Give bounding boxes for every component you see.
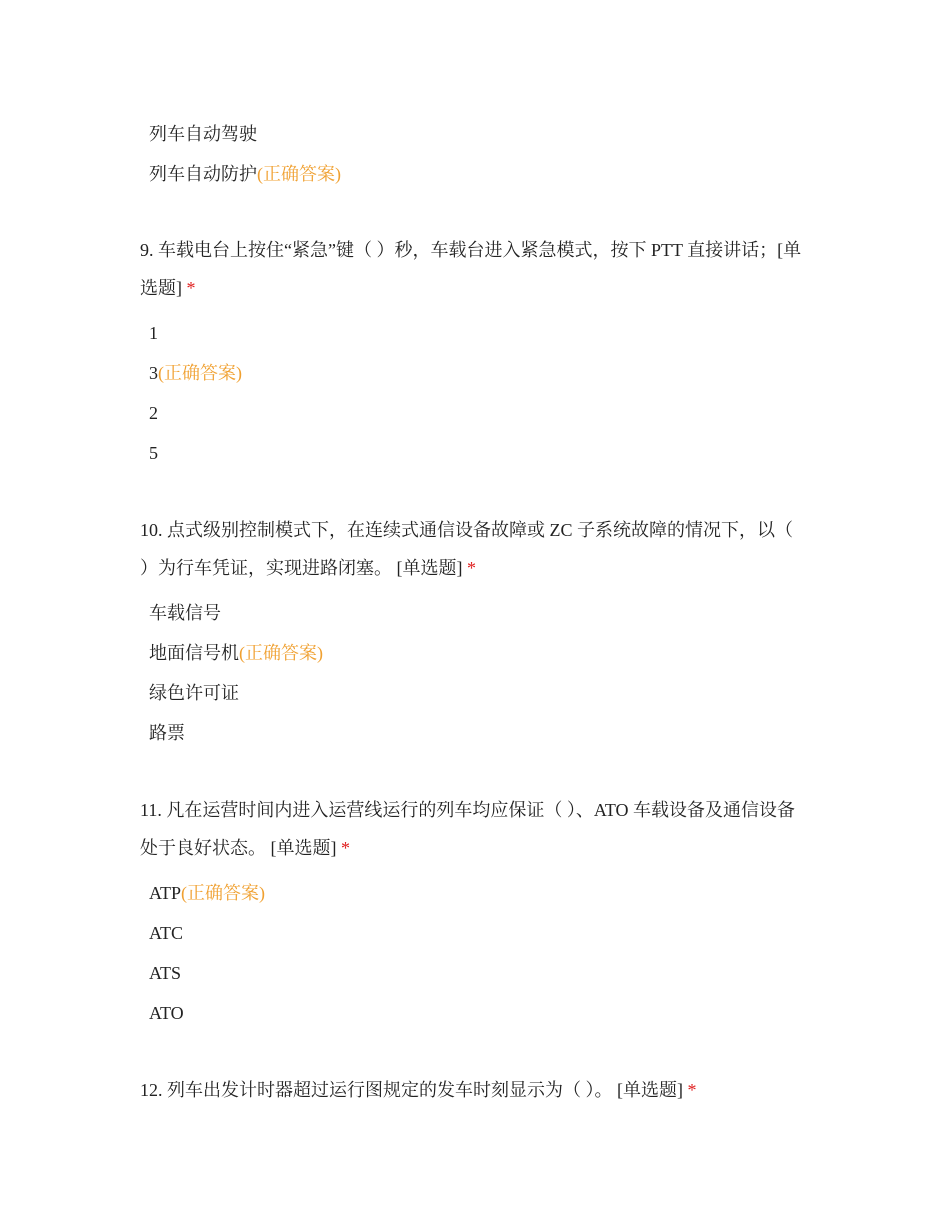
question-9 [140, 231, 805, 473]
required-star: * [186, 278, 196, 298]
question-options [149, 873, 805, 1033]
correct-answer-tag: (正确答案) [239, 643, 323, 663]
option-text: ATP [149, 883, 182, 903]
option-text: ATS [149, 963, 182, 983]
option-item [149, 114, 341, 154]
question-title [140, 511, 805, 587]
question-title [140, 231, 805, 307]
question-text: 12. 列车出发计时器超过运行图规定的发车时刻显示为（ ）。 [单选题] [140, 1080, 683, 1100]
previous-question-options [149, 114, 341, 194]
question-text: 10. 点式级别控制模式下，在连续式通信设备故障或 ZC 子系统故障的情况下，以（ ）为行车凭证，实现进路闭塞。 [单选题] [140, 520, 793, 578]
option-item [149, 633, 805, 673]
option-item [149, 393, 805, 433]
question-10 [140, 511, 805, 753]
option-item [149, 953, 805, 993]
option-text: 1 [149, 323, 158, 343]
question-title [140, 1071, 805, 1109]
question-text: 9. 车载电台上按住“紧急”键（ ）秒，车载台进入紧急模式，按下 PTT 直接讲话；[单选题] [140, 240, 802, 298]
option-item [149, 993, 805, 1033]
option-text: ATO [149, 1003, 184, 1023]
option-text: 车载信号 [149, 603, 221, 623]
required-star: * [467, 558, 476, 578]
option-text: 列车自动防护 [149, 164, 257, 184]
correct-answer-tag: (正确答案) [257, 164, 341, 184]
question-text: 11. 凡在运营时间内进入运营线运行的列车均应保证（ ）、ATO 车载设备及通信设备处于良好状态。 [单选题] [140, 800, 796, 858]
option-item [149, 913, 805, 953]
option-item [149, 433, 805, 473]
question-12 [140, 1071, 805, 1109]
option-text: 列车自动驾驶 [149, 124, 257, 144]
option-item [149, 673, 805, 713]
required-star: * [687, 1080, 697, 1100]
correct-answer-tag: (正确答案) [158, 363, 242, 383]
question-options [149, 313, 805, 473]
question-options [149, 593, 805, 753]
option-item [149, 593, 805, 633]
option-text: 绿色许可证 [149, 683, 239, 703]
option-text: ATC [149, 923, 184, 943]
option-item [149, 353, 805, 393]
option-text: 5 [149, 443, 158, 463]
option-item [149, 713, 805, 753]
question-title [140, 791, 805, 867]
required-star: * [341, 838, 350, 858]
option-text: 3 [149, 363, 158, 383]
option-text: 地面信号机 [149, 643, 239, 663]
correct-answer-tag: (正确答案) [181, 883, 266, 903]
question-11 [140, 791, 805, 1033]
option-item [149, 313, 805, 353]
option-item [149, 154, 341, 194]
option-item [149, 873, 805, 913]
option-text: 2 [149, 403, 158, 423]
option-text: 路票 [149, 723, 185, 743]
